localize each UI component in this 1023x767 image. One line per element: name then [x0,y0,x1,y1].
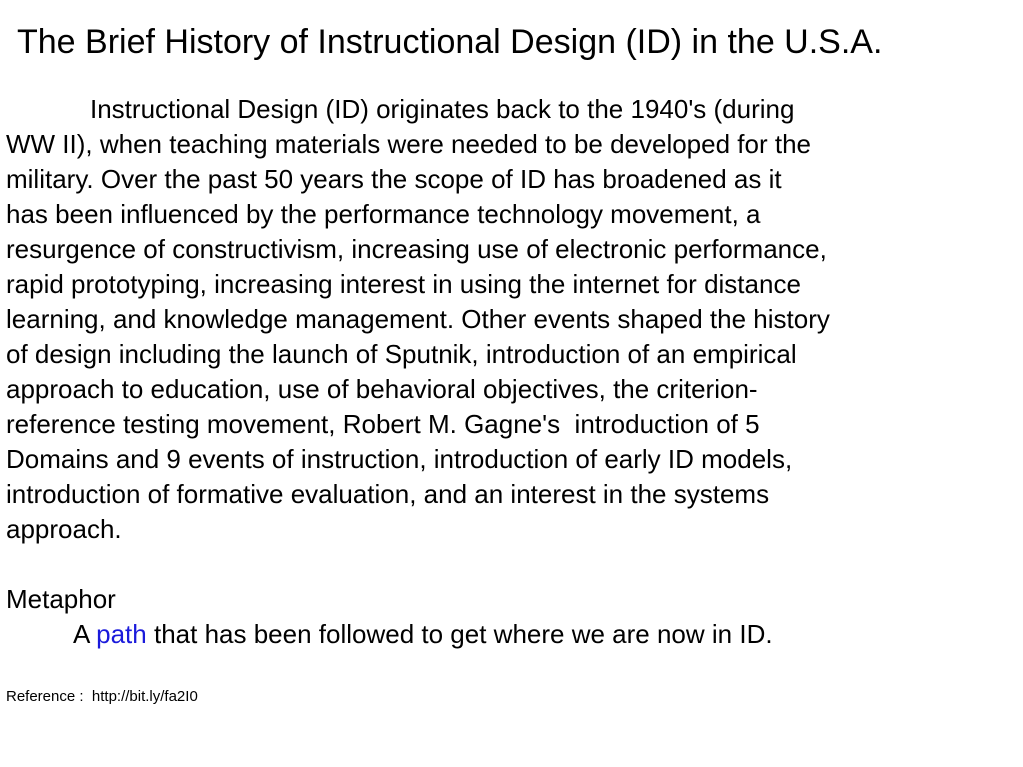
reference-link[interactable]: http://bit.ly/fa2I0 [91,688,198,705]
metaphor-highlight-word: path [96,619,147,649]
paragraph-line: introduction of formative evaluation, and an interest in the systems [6,479,770,509]
paragraph-line: learning, and knowledge management. Other events shaped the history [6,304,830,334]
paragraph-line: reference testing movement, Robert M. Gagne's introduction of 5 [6,409,760,439]
reference-label: Reference : [6,688,92,705]
history-paragraph [6,92,830,547]
metaphor-prefix: A [73,619,97,649]
paragraph-line: approach to education, use of behavioral objectives, the criterion- [6,374,758,404]
paragraph-line: WW II), when teaching materials were needed to be developed for the [6,129,811,159]
reference-line [6,688,198,706]
paragraph-line: has been influenced by the performance technology movement, a [6,199,761,229]
metaphor-heading: Metaphor [6,584,116,614]
paragraph-line: resurgence of constructivism, increasing use of electronic performance, [6,234,827,264]
paragraph-line: Instructional Design (ID) originates back to the 1940's (during [90,94,795,124]
page-title: The Brief History of Instructional Design (ID) in the U.S.A. [17,23,883,61]
metaphor-suffix: that has been followed to get where we are now in ID. [146,619,773,649]
paragraph-line: military. Over the past 50 years the scope of ID has broadened as it [6,164,782,194]
paragraph-line: approach. [6,514,122,544]
paragraph-line: of design including the launch of Sputnik, introduction of an empirical [6,339,797,369]
metaphor-sentence [73,617,773,652]
paragraph-line: rapid prototyping, increasing interest in using the internet for distance [6,269,801,299]
paragraph-line: Domains and 9 events of instruction, introduction of early ID models, [6,444,793,474]
